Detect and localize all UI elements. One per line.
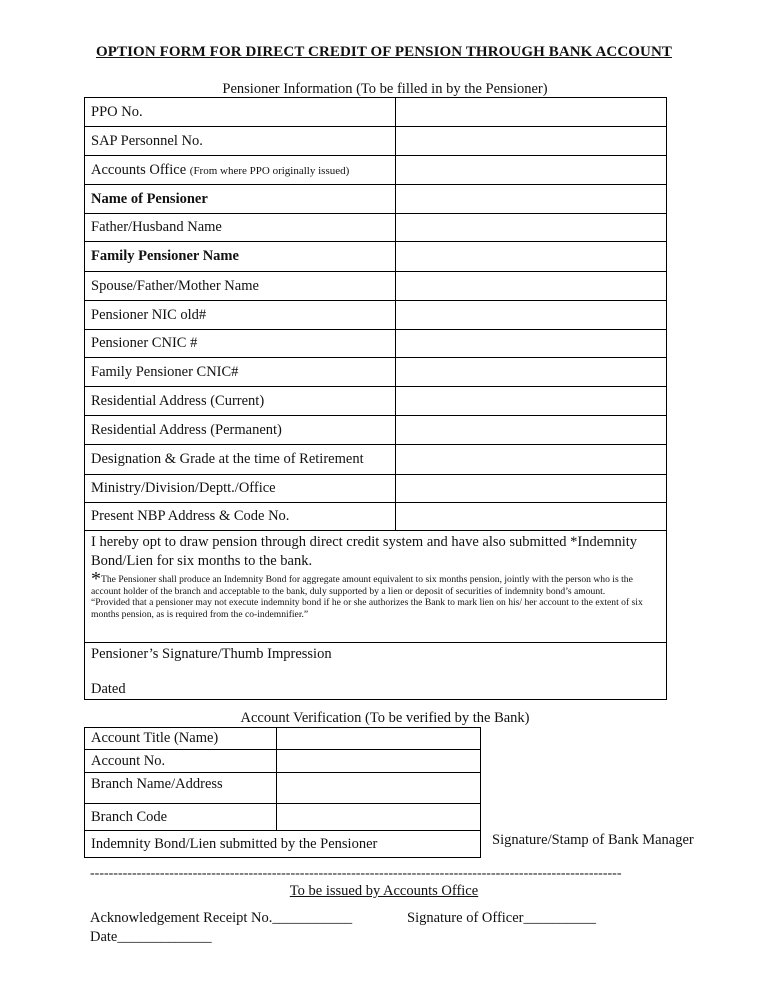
ppo-no-field[interactable] <box>396 98 667 127</box>
account-no-field[interactable] <box>277 750 481 773</box>
table-row <box>85 387 667 416</box>
field-label: Pensioner CNIC # <box>85 330 396 358</box>
pensioner-name-field[interactable] <box>396 185 667 214</box>
table-row <box>85 445 667 475</box>
declaration-cell <box>85 531 667 643</box>
residential-address-current-field[interactable] <box>396 387 667 416</box>
table-row <box>85 214 667 242</box>
field-label: Branch Name/Address <box>85 773 277 804</box>
table-row <box>85 804 481 831</box>
table-row <box>85 831 481 858</box>
field-label: Father/Husband Name <box>85 214 396 242</box>
table-row <box>85 475 667 503</box>
pensioner-nic-old-field[interactable] <box>396 301 667 330</box>
table-row <box>85 750 481 773</box>
field-label: Residential Address (Current) <box>85 387 396 416</box>
field-label: Branch Code <box>85 804 277 831</box>
table-row <box>85 503 667 531</box>
residential-address-permanent-field[interactable] <box>396 416 667 445</box>
account-title-field[interactable] <box>277 728 481 750</box>
accounts-office-heading: To be issued by Accounts Office <box>289 883 479 899</box>
footnote-lien: “Provided that a pensioner may not execute indemnity bond if he or she authorizes the Bank to mark lien on his/ her account to the extent of six months pension, as is required from the co-indemnifier.” <box>91 597 643 620</box>
declaration-row <box>85 531 667 643</box>
table-row <box>85 242 667 272</box>
table-row <box>85 98 667 127</box>
table-row <box>85 416 667 445</box>
field-label: Residential Address (Permanent) <box>85 416 396 445</box>
family-pensioner-cnic-field[interactable] <box>396 358 667 387</box>
date-label[interactable]: Date_____________ <box>90 929 212 945</box>
field-label: SAP Personnel No. <box>85 127 396 156</box>
field-label: Account Title (Name) <box>85 728 277 750</box>
field-label: PPO No. <box>85 98 396 127</box>
spouse-father-mother-name-field[interactable] <box>396 272 667 301</box>
field-label: Name of Pensioner <box>85 185 396 214</box>
field-label-note: (From where PPO originally issued) <box>189 164 350 177</box>
field-label <box>85 156 396 185</box>
family-pensioner-name-field[interactable] <box>396 242 667 272</box>
declaration-text: I hereby opt to draw pension through direct credit system and have also submitted *Indemnity Bond/Lien for six months to the bank. <box>91 534 638 569</box>
accounts-office-field[interactable] <box>396 156 667 185</box>
father-husband-name-field[interactable] <box>396 214 667 242</box>
footnote-indemnity <box>91 568 660 597</box>
table-row <box>85 185 667 214</box>
officer-signature-label[interactable]: Signature of Officer__________ <box>407 910 596 926</box>
sap-personnel-no-field[interactable] <box>396 127 667 156</box>
bank-section-heading: Account Verification (To be verified by the Bank) <box>240 710 530 726</box>
branch-name-address-field[interactable] <box>277 773 481 804</box>
pensioner-signature-label: Pensioner’s Signature/Thumb Impression <box>91 646 332 662</box>
field-label: Present NBP Address & Code No. <box>85 503 396 531</box>
table-row <box>85 301 667 330</box>
branch-code-field[interactable] <box>277 804 481 831</box>
footnote-text: The Pensioner shall produce an Indemnity Bond for aggregate amount equivalent to six months pension, jointly with the person who is the account holder of the branch and acceptable to the bank, duly supported by a lien or deposit of securities of indemnity bond’s amount. <box>91 574 633 597</box>
field-label: Designation & Grade at the time of Retirement <box>85 445 396 475</box>
acknowledgement-receipt-label[interactable]: Acknowledgement Receipt No.___________ <box>90 910 353 926</box>
account-verification-table <box>84 727 481 858</box>
dated-label: Dated <box>91 681 126 697</box>
signature-cell[interactable] <box>85 643 667 700</box>
field-label: Ministry/Division/Deptt./Office <box>85 475 396 503</box>
table-row <box>85 773 481 804</box>
bank-manager-signature-label: Signature/Stamp of Bank Manager <box>492 832 694 848</box>
footnote-star: * <box>91 568 101 590</box>
pensioner-info-table <box>84 97 667 700</box>
separator-line: ------------------------------------------------------------------------------------------------------------------ <box>90 866 622 881</box>
table-row <box>85 330 667 358</box>
table-row <box>85 156 667 185</box>
table-row <box>85 272 667 301</box>
field-label: Account No. <box>85 750 277 773</box>
pensioner-cnic-field[interactable] <box>396 330 667 358</box>
table-row <box>85 728 481 750</box>
field-label: Spouse/Father/Mother Name <box>85 272 396 301</box>
nbp-address-code-field[interactable] <box>396 503 667 531</box>
field-label: Family Pensioner CNIC# <box>85 358 396 387</box>
field-label: Family Pensioner Name <box>85 242 396 272</box>
field-label-text: Accounts Office <box>91 161 187 178</box>
designation-grade-field[interactable] <box>396 445 667 475</box>
field-label: Indemnity Bond/Lien submitted by the Pensioner <box>85 831 481 858</box>
ministry-division-field[interactable] <box>396 475 667 503</box>
form-title: OPTION FORM FOR DIRECT CREDIT OF PENSION THROUGH BANK ACCOUNT <box>95 44 673 60</box>
field-label: Pensioner NIC old# <box>85 301 396 330</box>
table-row <box>85 127 667 156</box>
pensioner-section-heading: Pensioner Information (To be filled in by the Pensioner) <box>222 81 548 97</box>
table-row <box>85 358 667 387</box>
signature-row <box>85 643 667 700</box>
